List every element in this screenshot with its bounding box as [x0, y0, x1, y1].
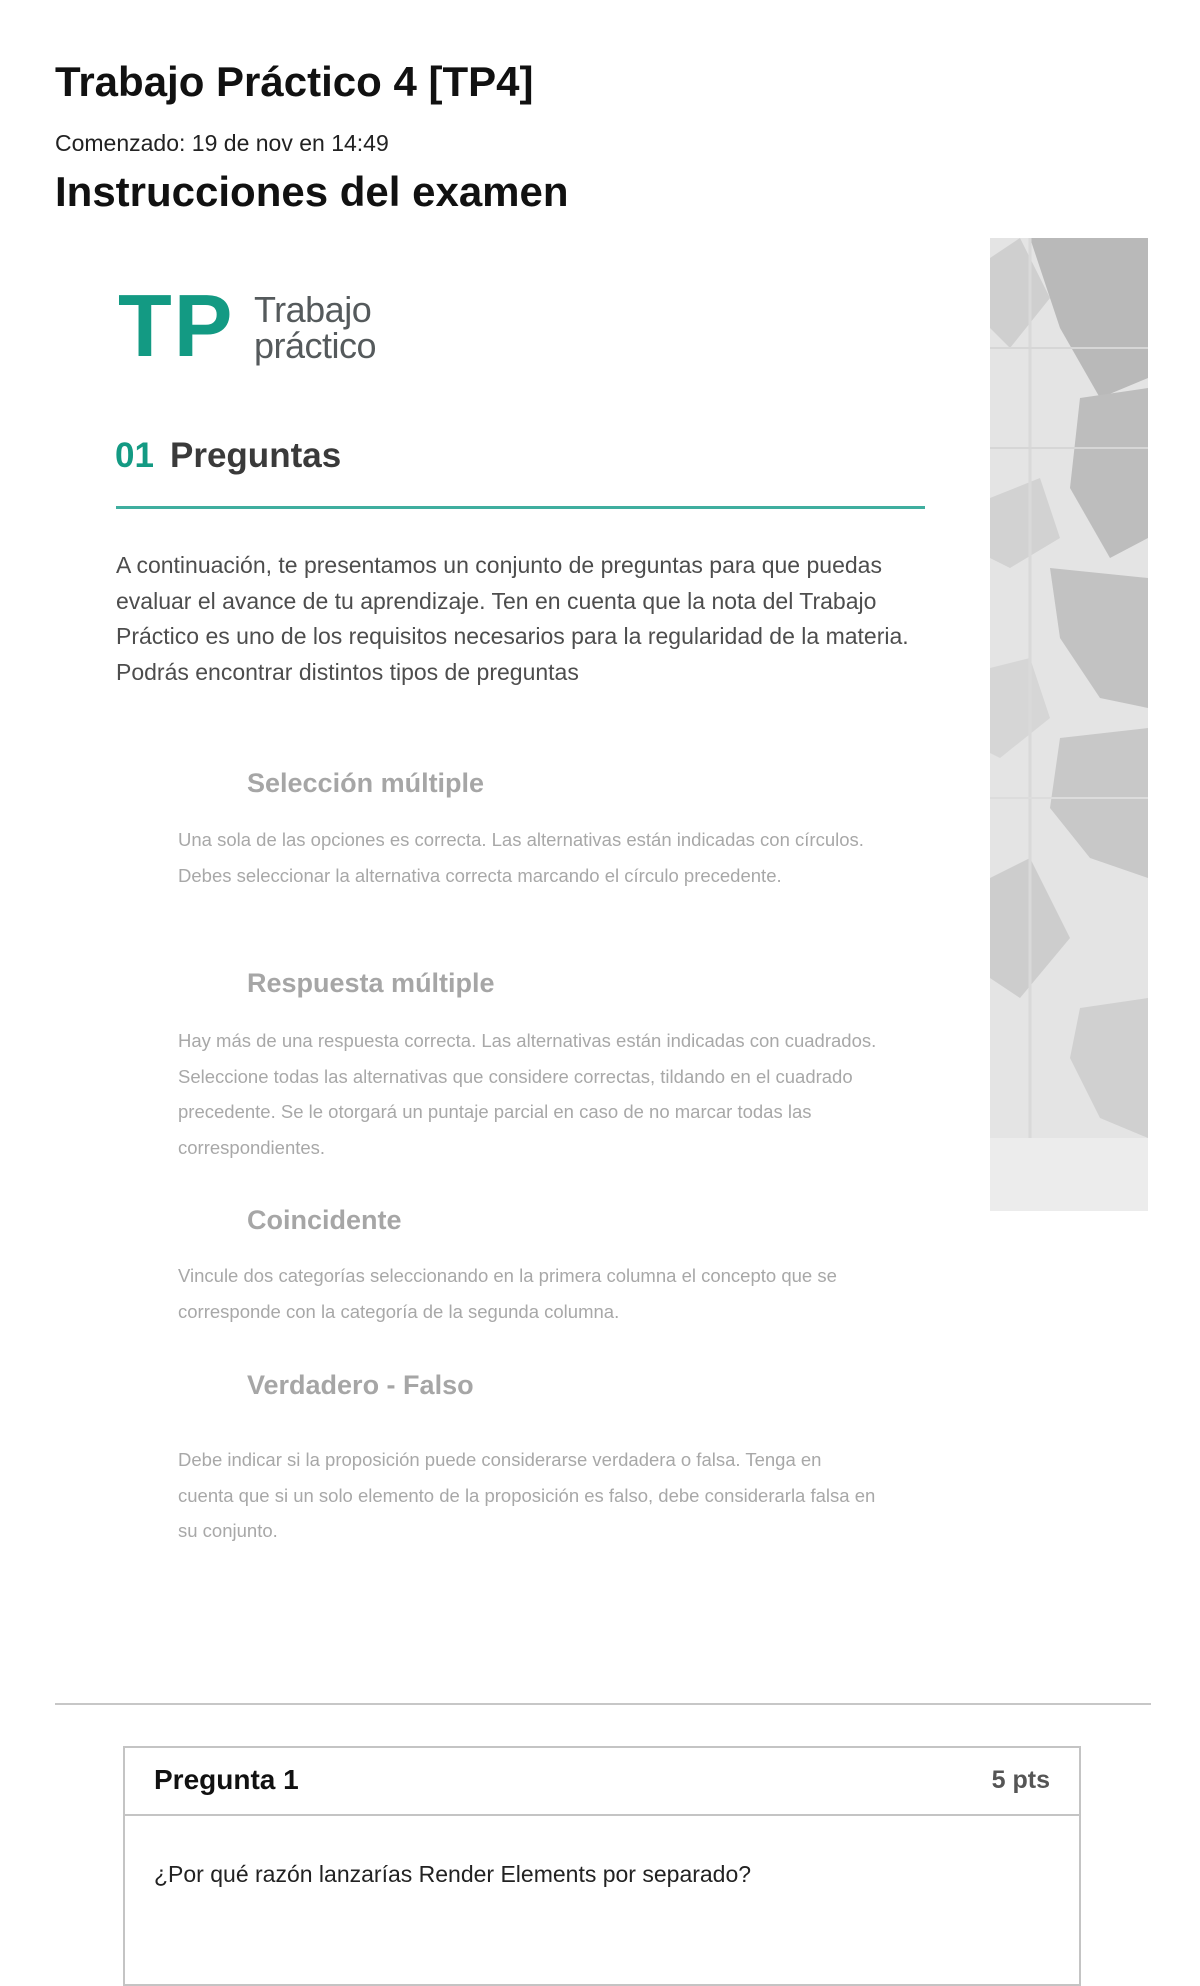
- tp-logo: [118, 276, 418, 375]
- question-points: 5 pts: [991, 1766, 1050, 1794]
- tp-logo-line1: Trabajo: [254, 289, 372, 330]
- instructions-heading: Instrucciones del examen: [55, 168, 569, 215]
- qtype-title: Coincidente: [247, 1205, 402, 1235]
- section-title: Preguntas: [170, 436, 342, 475]
- qtype-title: Verdadero - Falso: [247, 1370, 474, 1400]
- architecture-photo-graphic: [990, 238, 1148, 1211]
- section-number: 01: [115, 436, 154, 475]
- section-rule: [116, 506, 925, 509]
- tp-logo-line2: práctico: [254, 325, 377, 366]
- question-label: Pregunta 1: [154, 1764, 299, 1795]
- qtype-description: Vincule dos categorías seleccionando en la primera columna el concepto que se corresponde con la categoría de la segunda columna.: [178, 1265, 837, 1322]
- qtype-description: Hay más de una respuesta correcta. Las alternativas están indicadas con cuadrados. Seleccione todas las alternativas que considere correctas, tildando en el cuadrado precedente. Se le otorgará un puntaje parcial en caso de no marcar todas las correspondientes.: [178, 1030, 877, 1158]
- qtype-title: Respuesta múltiple: [247, 968, 495, 998]
- tp-logo-wordmark: [254, 289, 377, 366]
- section-divider: [55, 1703, 1151, 1705]
- question-text: ¿Por qué razón lanzarías Render Elements por separado?: [154, 1861, 752, 1887]
- qtype-title: Selección múltiple: [247, 768, 485, 798]
- architecture-photo: [990, 238, 1148, 1211]
- tp-logo-mark: TP: [118, 276, 235, 375]
- qtype-description: Debe indicar si la proposición puede considerarse verdadera o falsa. Tenga en cuenta que si un solo elemento de la proposición es falso, debe considerarla falsa en su conjunto.: [178, 1449, 876, 1541]
- qtype-description: Una sola de las opciones es correcta. Las alternativas están indicadas con círculos. Debes seleccionar la alternativa correcta marcando el círculo precedente.: [178, 829, 864, 886]
- question-header: [125, 1748, 1079, 1816]
- quiz-title: Trabajo Práctico 4 [TP4]: [55, 58, 534, 105]
- question-card: [123, 1746, 1081, 1986]
- intro-paragraph: A continuación, te presentamos un conjunto de preguntas para que puedas evaluar el avance de tu aprendizaje. Ten en cuenta que la nota del Trabajo Práctico es uno de los requisitos necesarios para la regularidad de la materia. Podrás encontrar distintos tipos de preguntas: [116, 552, 909, 685]
- started-timestamp: Comenzado: 19 de nov en 14:49: [55, 130, 389, 156]
